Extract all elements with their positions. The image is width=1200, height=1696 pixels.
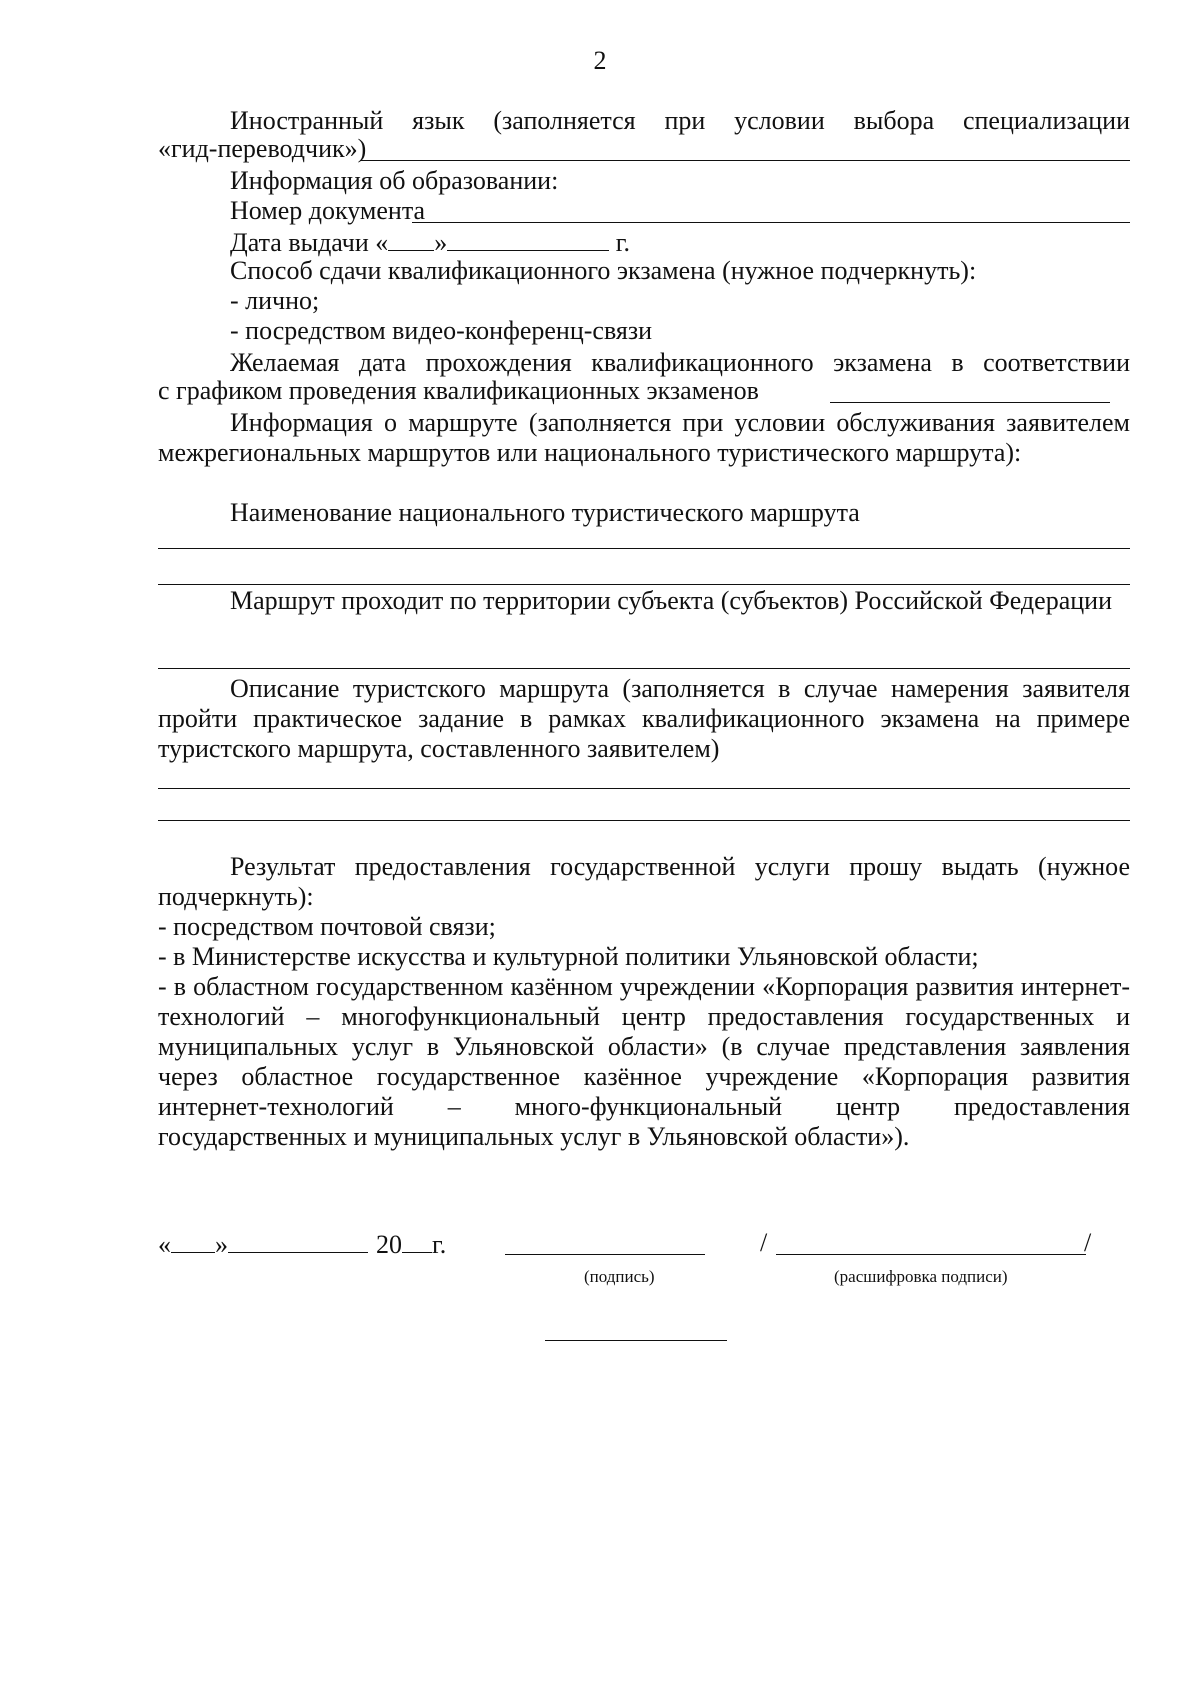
- signature-decoding-field[interactable]: [776, 1254, 1086, 1255]
- foreign-language-field[interactable]: [360, 160, 1130, 161]
- foreign-language-label-cont: «гид-переводчик»): [158, 134, 367, 163]
- desired-date-label-cont: с графиком проведения квалификационных экзаменов: [158, 376, 759, 405]
- doc-number-field[interactable]: [412, 222, 1130, 223]
- desired-date-field[interactable]: [830, 402, 1110, 403]
- sign-day-field[interactable]: [171, 1228, 215, 1253]
- issue-date-row: [230, 226, 630, 258]
- sign-month-field[interactable]: [228, 1228, 368, 1253]
- slash-right: /: [1084, 1228, 1092, 1257]
- desired-date-label: Желаемая дата прохождения квалификационного экзамена в соответствии: [230, 348, 1130, 377]
- page-number: 2: [593, 46, 607, 75]
- route-description-label: Описание туристского маршрута (заполняется в случае намерения заявителя пройти практическое задание в рамках квалификационного экзамена на примере туристского маршрута, составленного заявителем): [158, 674, 1130, 763]
- date-quote-open: «: [158, 1230, 171, 1259]
- route-description-field-line-2[interactable]: [158, 820, 1130, 821]
- result-option-ministry[interactable]: - в Министерстве искусства и культурной политики Ульяновской области;: [158, 942, 979, 971]
- decoding-caption: (расшифровка подписи): [834, 1267, 1008, 1286]
- signature-field[interactable]: [505, 1254, 705, 1255]
- national-route-field-line-2[interactable]: [158, 584, 1130, 585]
- signature-date-row: [158, 1228, 446, 1260]
- doc-number-label: Номер документа: [230, 196, 426, 225]
- route-regions-label: Маршрут проходит по территории субъекта (субъектов) Российской Федерации: [230, 586, 1112, 615]
- issue-day-field[interactable]: [388, 226, 434, 251]
- exam-method-option-video[interactable]: - посредством видео-конференц-связи: [230, 316, 653, 345]
- sign-year-field[interactable]: [402, 1228, 432, 1253]
- national-route-label: Наименование национального туристического маршрута: [230, 498, 860, 527]
- exam-method-heading: Способ сдачи квалификационного экзамена (нужное подчеркнуть):: [230, 256, 977, 285]
- issue-date-mid: »: [434, 228, 448, 257]
- result-delivery-label: Результат предоставления государственной услуги прошу выдать (нужное подчеркнуть):: [158, 852, 1130, 911]
- education-heading: Информация об образовании:: [230, 166, 559, 195]
- year-prefix: 20: [376, 1230, 402, 1259]
- end-divider: [545, 1340, 727, 1341]
- slash-left: /: [760, 1228, 768, 1257]
- foreign-language-label: Иностранный язык (заполняется при условии выбора специализации: [230, 106, 1130, 135]
- result-option-mfc[interactable]: - в областном государственном казённом учреждении «Корпорация развития интернет-технологий – многофункциональный центр предоставления государственных и муниципальных услуг в Ульяновской области» (в случае представления заявления через областное государственное казённое учреждение «Корпорация развития интернет-технологий – много-функциональный центр предоставления государственных и муниципальных услуг в Ульяновской области»).: [158, 972, 1130, 1151]
- route-info-paragraph: Информация о маршруте (заполняется при условии обслуживания заявителем межрегиональных маршрутов или национального туристического маршрута):: [158, 408, 1130, 467]
- issue-month-field[interactable]: [447, 226, 609, 251]
- year-suffix: г.: [432, 1230, 447, 1259]
- date-quote-close: »: [215, 1230, 228, 1259]
- signature-caption: (подпись): [584, 1267, 655, 1286]
- national-route-field-line-1[interactable]: [158, 548, 1130, 549]
- exam-method-option-in-person[interactable]: - лично;: [230, 286, 320, 315]
- route-description-field-line-1[interactable]: [158, 788, 1130, 789]
- route-regions-field[interactable]: [158, 668, 1130, 669]
- issue-date-suffix: г.: [615, 228, 631, 257]
- issue-date-label: Дата выдачи «: [230, 228, 389, 257]
- result-option-post[interactable]: - посредством почтовой связи;: [158, 912, 496, 941]
